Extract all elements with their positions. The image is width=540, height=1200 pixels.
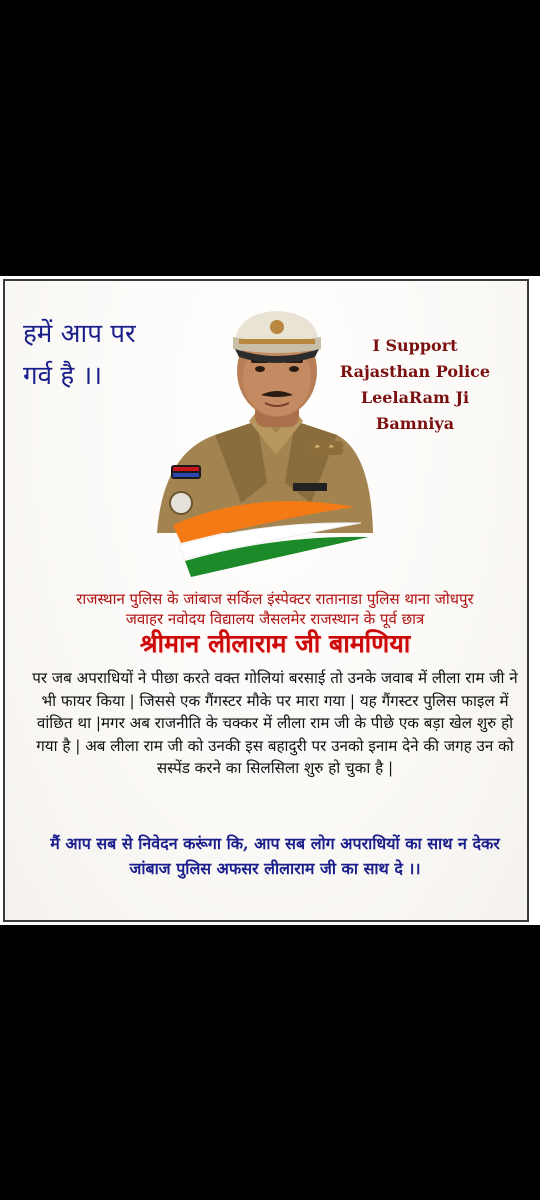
appeal-paragraph: मैं आप सब से निवेदन करूंगा कि, आप सब लोग अपराधियों का साथ न देकर जांबाज पुलिस अफसर लीलाराम जी का साथ दे ।। bbox=[50, 834, 500, 878]
support-line-2: Rajasthan Police bbox=[339, 362, 491, 381]
story-paragraph: पर जब अपराधियों ने पीछा करते वक्त गोलियां बरसाई तो उनके जवाब में लीला राम जी ने भी फायर किया | जिससे एक गैंगस्टर मौके पर मारा गया | यह गैंगस्टर पुलिस फाइल में वांछित था |मगर अब राजनीति के चक्कर में लीला राम जी के पीछे एक बड़ा खेल शुरु हो गया है | अब लीला राम जी को उनकी इस बहादुरी पर उनको इनाम देने की जगह उन को सस्पेंड करने का सिलसिला शुरु हो चुका है | bbox=[32, 669, 518, 777]
info-line-2: जवाहर नवोदय विद्यालय जैसलमेर राजस्थान के पूर्व छात्र bbox=[125, 610, 425, 628]
proud-line-1: हमें आप पर bbox=[23, 319, 136, 349]
support-line-1: I Support bbox=[372, 336, 458, 355]
support-message bbox=[325, 333, 505, 437]
officer-name-heading: श्रीमान लीलाराम जी बामणिया bbox=[139, 629, 411, 658]
support-line-3: LeelaRam Ji bbox=[360, 388, 470, 407]
proud-line-2: गर्व है ।। bbox=[23, 361, 103, 391]
poster-frame bbox=[3, 279, 529, 922]
info-line-1: राजस्थान पुलिस के जांबाज सर्किल इंस्पेक्टर रातानाडा पुलिस थाना जोधपुर bbox=[76, 590, 474, 608]
support-line-4: Bamniya bbox=[375, 414, 455, 433]
poster-image bbox=[0, 276, 540, 925]
